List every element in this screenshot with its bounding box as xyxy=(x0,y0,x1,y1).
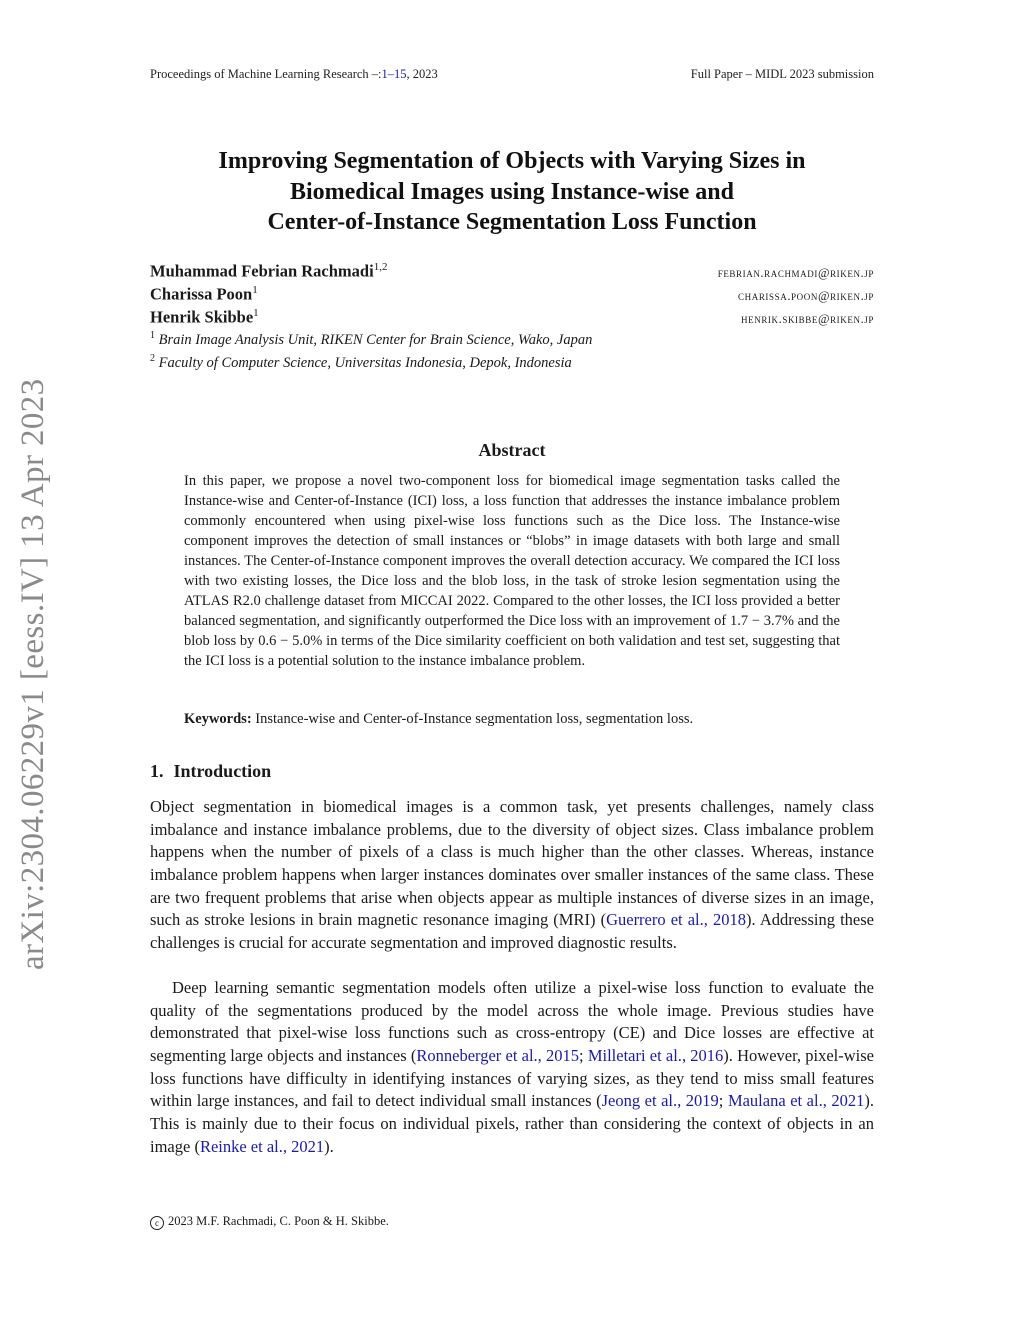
section-number: 1. xyxy=(150,761,164,781)
abstract-body: In this paper, we propose a novel two-component loss for biomedical image segmentation tasks called the Instance-wise and Center-of-Instance (ICI) loss, a loss function that addresses the instance imbalance problem commonly encountered when using pixel-wise loss functions such as the Dice loss. The Instance-wise component improves the detection of small instances or “blobs” in image datasets with both large and small instances. The Center-of-Instance component improves the overall detection accuracy. We compared the ICI loss with two existing losses, the Dice loss and the blob loss, in the task of stroke lesion segmentation using the ATLAS R2.0 challenge dataset from MICCAI 2022. Compared to the other losses, the ICI loss provided a better balanced segmentation, and significantly outperformed the Dice loss with an improvement of 1.7 − 3.7% and the blob loss by 0.6 − 5.0% in terms of the Dice similarity coefficient on both validation and test set, suggesting that the ICI loss is a potential solution to the instance imbalance problem. xyxy=(184,473,840,670)
author-row xyxy=(150,307,874,331)
keywords xyxy=(184,711,840,728)
copyright-icon: c xyxy=(150,1216,164,1230)
paper-title xyxy=(150,146,874,238)
copyright-text: 2023 M.F. Rachmadi, C. Poon & H. Skibbe. xyxy=(168,1214,389,1228)
citation-link[interactable]: Jeong et al., 2019 xyxy=(601,1091,719,1111)
citation-link[interactable]: Milletari et al., 2016 xyxy=(587,1045,724,1065)
keywords-text: Instance-wise and Center-of-Instance segmentation loss, segmentation loss. xyxy=(255,711,694,727)
citation-link[interactable]: Ronneberger et al., 2015 xyxy=(416,1045,580,1065)
section-title: Introduction xyxy=(173,761,272,781)
intro-paragraph-2: Deep learning semantic segmentation models often utilize a pixel-wise loss function to evaluate the quality of the segmentations produced by the model across the whole image. Previous studies have demonstrated that pixel-wise loss functions such as cross-entropy (CE) and Dice losses are effective at segmenting large objects and instances (Ronneberger et al., 2015; Milletari et al., 2016). However, pixel-wise loss functions have difficulty in identifying instances of varying sizes, as they tend to miss small features within large instances, and fail to detect individual small instances (Jeong et al., 2019; Maulana et al., 2021). This is mainly due to their focus on individual pixels, rather than considering the context of objects in an image (Reinke et al., 2021). xyxy=(150,978,875,1156)
page-range-link[interactable]: 1–15 xyxy=(381,67,407,81)
title-line: Improving Segmentation of Objects with Varying Sizes in xyxy=(218,148,806,174)
affiliation: $^1$ Brain Image Analysis Unit, RIKEN Center for Brain Science, Wako, Japan xyxy=(150,330,593,348)
author-row xyxy=(150,284,874,308)
author-name: Muhammad Febrian Rachmadi$^{1,2}$ xyxy=(150,261,388,281)
title-line: Biomedical Images using Instance-wise and xyxy=(289,178,735,205)
author-name: Henrik Skibbe$^1$ xyxy=(150,307,259,327)
running-header-right: Full Paper – MIDL 2023 submission xyxy=(690,67,874,81)
running-header-left: Proceedings of Machine Learning Research –:1–15, 2023 xyxy=(150,67,438,81)
abstract-heading: Abstract xyxy=(478,440,546,460)
citation-link[interactable]: Maulana et al., 2021 xyxy=(727,1091,865,1111)
section-heading xyxy=(150,761,281,782)
arxiv-stamp xyxy=(6,300,56,970)
arxiv-stamp-text: arXiv:2304.06229v1 [eess.IV] 13 Apr 2023 xyxy=(15,378,51,970)
title-line: Center-of-Instance Segmentation Loss Function xyxy=(267,209,757,235)
author-email[interactable]: febrian.rachmadi@riken.jp xyxy=(717,265,874,280)
author-row xyxy=(150,261,874,285)
author-email[interactable]: henrik.skibbe@riken.jp xyxy=(741,311,874,326)
affiliation: $^2$ Faculty of Computer Science, Universitas Indonesia, Depok, Indonesia xyxy=(150,353,572,371)
author-name: Charissa Poon$^1$ xyxy=(150,284,258,304)
citation-link[interactable]: Guerrero et al., 2018 xyxy=(606,910,747,930)
copyright-footer xyxy=(150,1214,389,1230)
citation-link[interactable]: Reinke et al., 2021 xyxy=(199,1136,325,1156)
keywords-label: Keywords: xyxy=(184,711,252,727)
author-email[interactable]: charissa.poon@riken.jp xyxy=(738,288,874,303)
intro-paragraph-1: Object segmentation in biomedical images is a common task, yet presents challenges, namely class imbalance and instance imbalance problems, due to the diversity of object sizes. Class imbalance problem happens when the number of pixels of a class is much higher than the other classes. Whereas, instance imbalance problem happens when larger instances dominates over smaller instances of the same class. These are two frequent problems that arise when objects appear as multiple instances of diverse sizes in an image, such as stroke lesions in brain magnetic resonance imaging (MRI) (Guerrero et al., 2018). Addressing these challenges is crucial for accurate segmentation and improved diagnostic results. xyxy=(150,797,874,952)
